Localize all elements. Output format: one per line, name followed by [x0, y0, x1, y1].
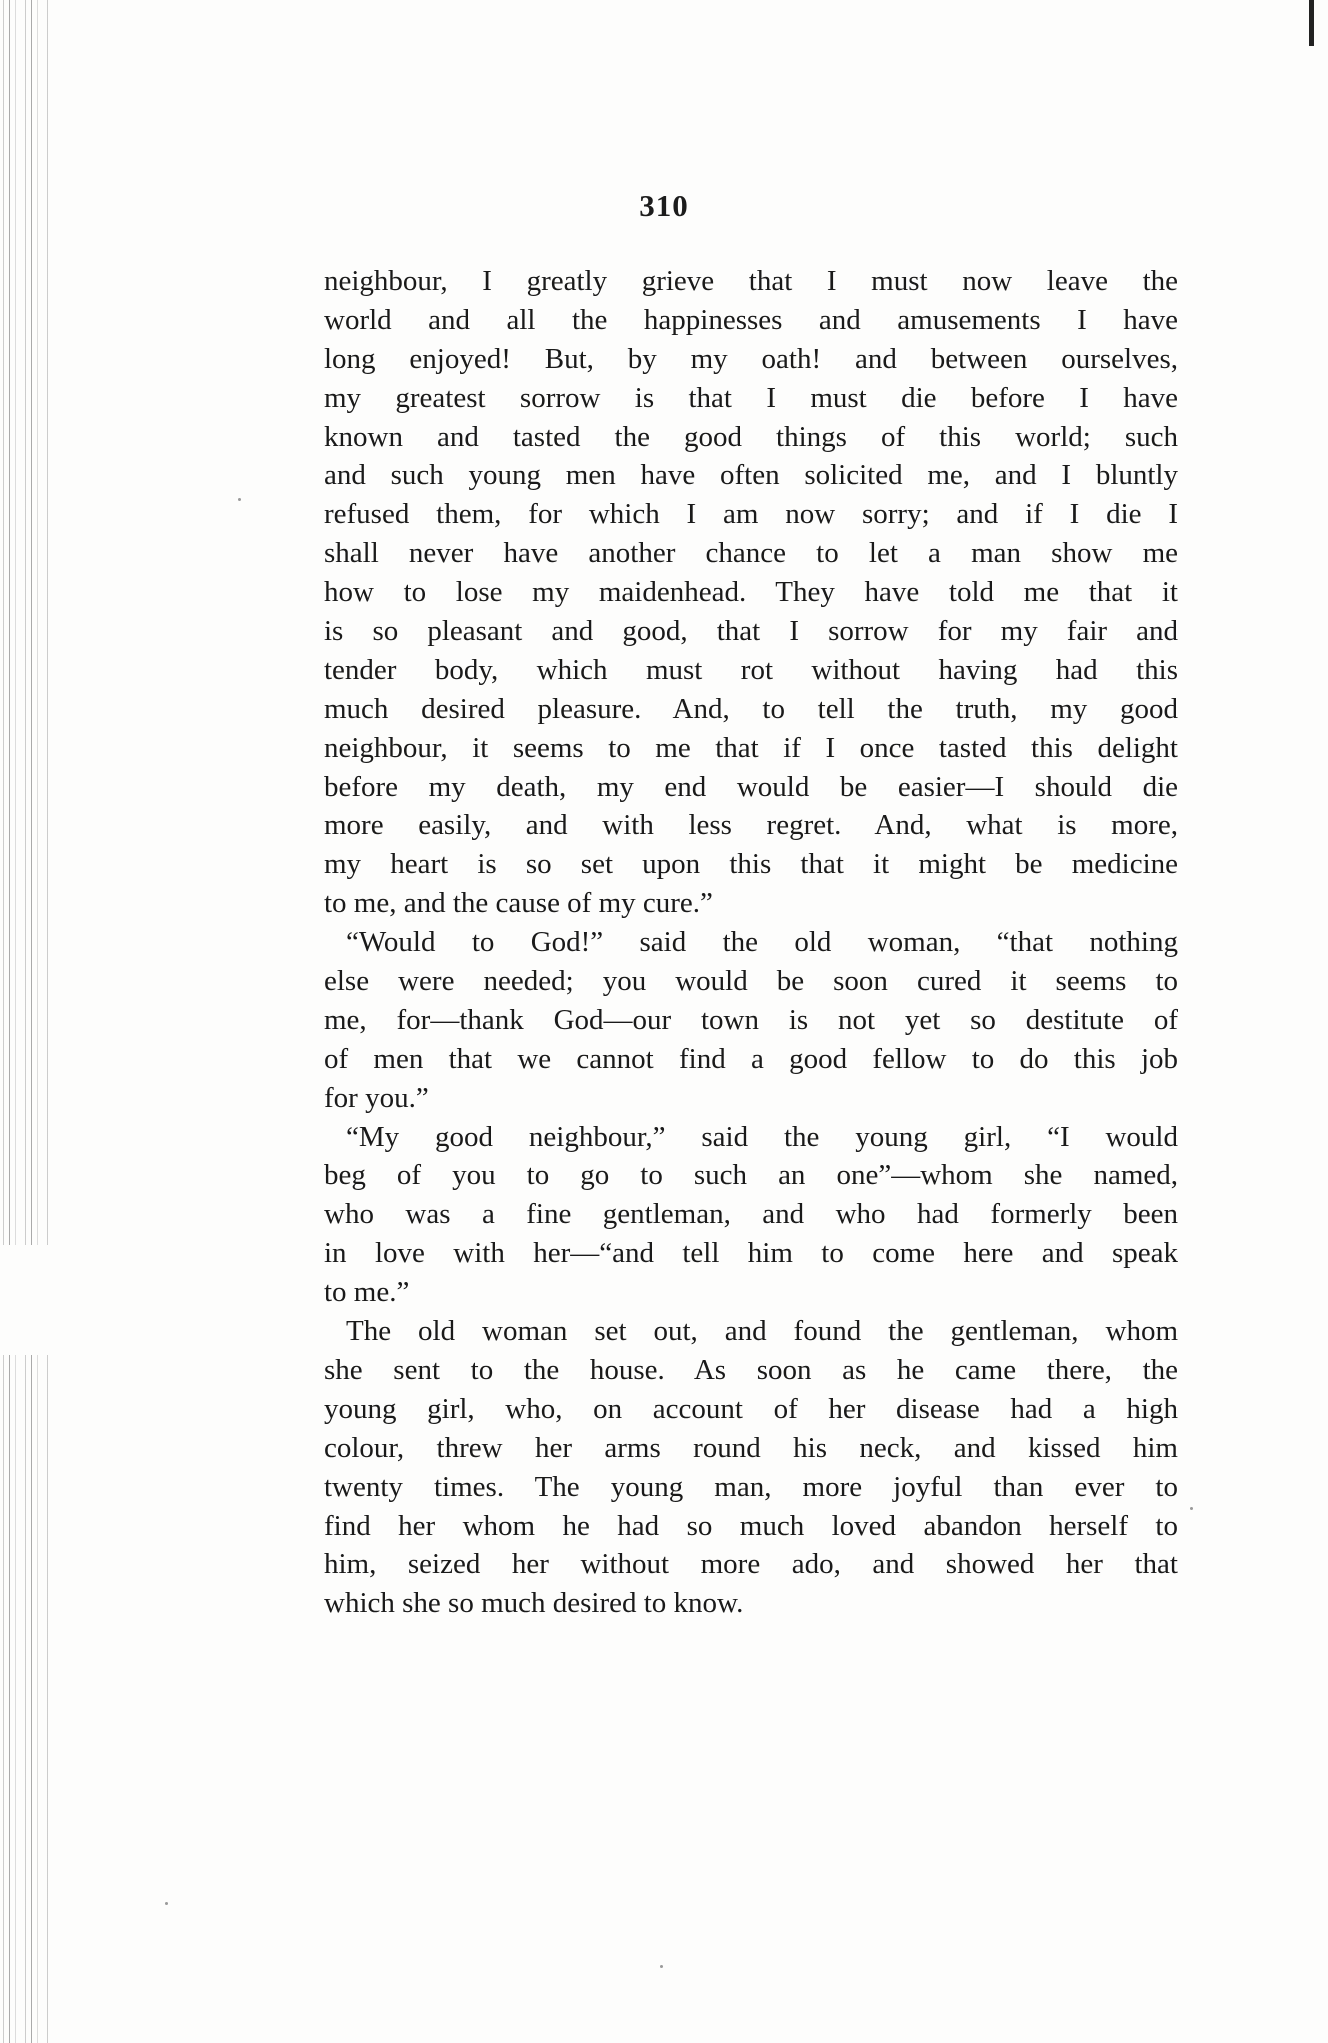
text-line: in love with her—“and tell him to come here and speak [324, 1237, 1178, 1270]
text-line: who was a fine gentleman, and who had formerly been [324, 1198, 1178, 1231]
text-line: world and all the happinesses and amusements I have [324, 303, 1178, 336]
binding-edge-gap [0, 1245, 48, 1355]
text-line: “Would to God!” said the old woman, “that nothing [346, 926, 1178, 959]
scan-speck [238, 498, 241, 501]
text-line: which she so much desired to know. [324, 1587, 744, 1620]
text-line: my heart is so set upon this that it might be medicine [324, 848, 1178, 881]
text-line: she sent to the house. As soon as he came there, the [324, 1353, 1178, 1386]
binding-edge [0, 0, 48, 2043]
text-line: for you.” [324, 1081, 429, 1114]
text-line: colour, threw her arms round his neck, and kissed him [324, 1431, 1178, 1464]
text-line: is so pleasant and good, that I sorrow for my fair and [324, 615, 1178, 648]
text-line: twenty times. The young man, more joyful than ever to [324, 1470, 1178, 1503]
text-line: him, seized her without more ado, and showed her that [324, 1548, 1178, 1581]
scan-speck [660, 1965, 663, 1968]
text-line: The old woman set out, and found the gentleman, whom [346, 1315, 1178, 1348]
text-line: my greatest sorrow is that I must die before I have [324, 381, 1178, 414]
text-line: else were needed; you would be soon cured it seems to [324, 965, 1178, 998]
text-line: to me.” [324, 1276, 410, 1309]
text-line: tender body, which must rot without having had this [324, 653, 1178, 686]
text-line: shall never have another chance to let a man show me [324, 537, 1178, 570]
scan-speck [165, 1902, 168, 1905]
text-line: how to lose my maidenhead. They have told me that it [324, 576, 1178, 609]
text-line: me, for—thank God—our town is not yet so destitute of [324, 1003, 1178, 1036]
text-line: neighbour, I greatly grieve that I must now leave the [324, 265, 1178, 297]
text-line: “My good neighbour,” said the young girl, “I would [346, 1120, 1178, 1153]
edge-mark [1309, 0, 1314, 46]
text-line: to me, and the cause of my cure.” [324, 887, 713, 920]
text-line: much desired pleasure. And, to tell the truth, my good [324, 692, 1178, 725]
text-line: find her whom he had so much loved abandon herself to [324, 1509, 1178, 1542]
text-line: and such young men have often solicited me, and I bluntly [324, 459, 1178, 492]
text-line: known and tasted the good things of this world; such [324, 420, 1178, 453]
text-line: of men that we cannot find a good fellow to do this job [324, 1042, 1178, 1075]
text-line: neighbour, it seems to me that if I once tasted this delight [324, 731, 1178, 764]
text-line: more easily, and with less regret. And, what is more, [324, 809, 1178, 842]
scan-speck [1190, 1507, 1193, 1510]
text-line: young girl, who, on account of her disease had a high [324, 1392, 1178, 1425]
page-number: 310 [639, 188, 689, 223]
text-line: before my death, my end would be easier—I should die [324, 770, 1178, 803]
text-line: beg of you to go to such an one”—whom she named, [324, 1159, 1178, 1192]
body-text [324, 262, 1178, 1623]
text-line: refused them, for which I am now sorry; and if I die I [324, 498, 1178, 531]
text-line: long enjoyed! But, by my oath! and between ourselves, [324, 342, 1178, 375]
